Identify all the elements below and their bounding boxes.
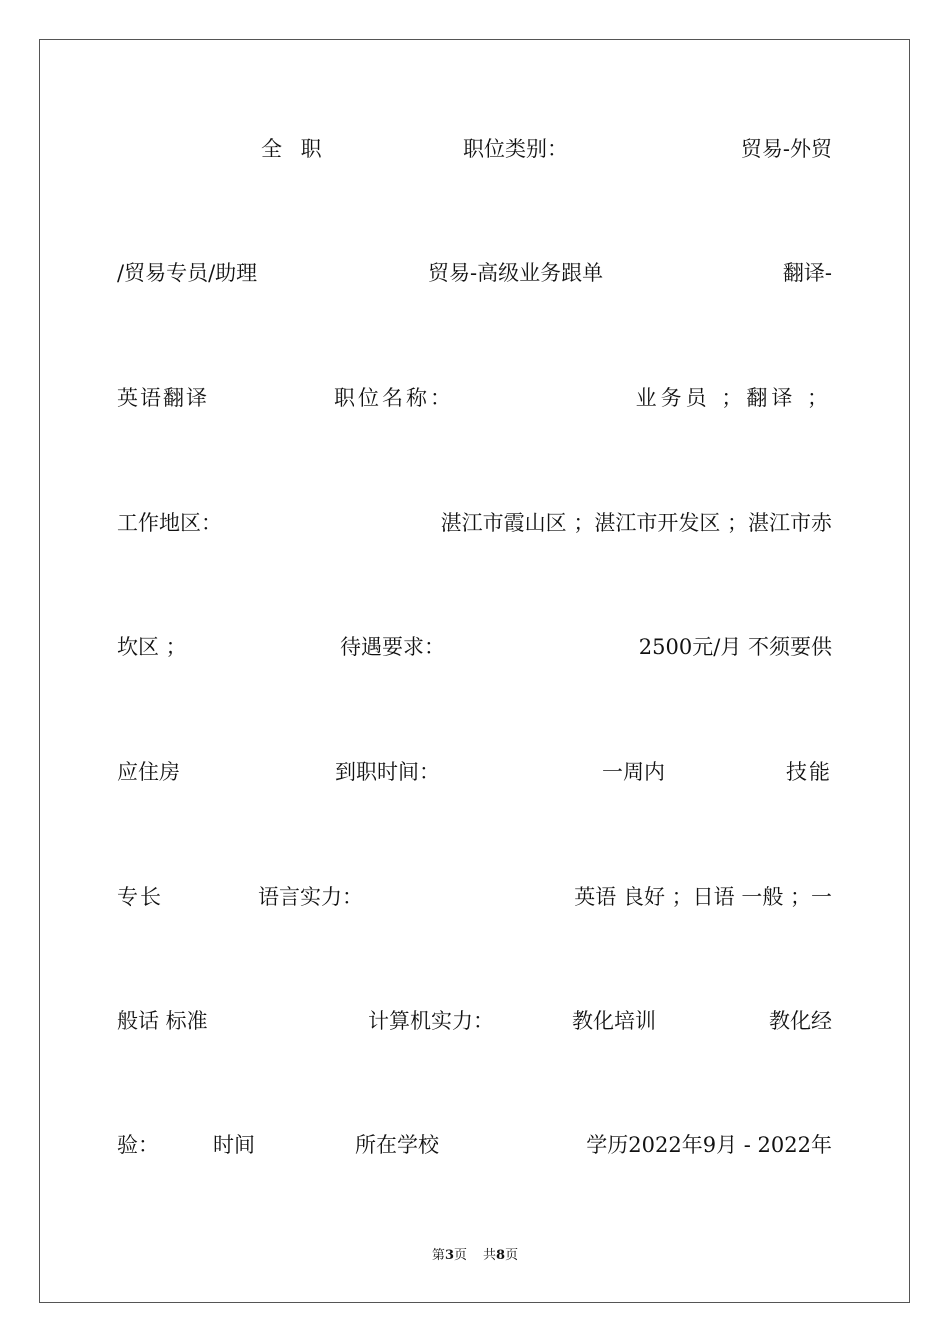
page-frame — [39, 39, 910, 1303]
total-prefix: 共 — [483, 1248, 497, 1263]
text-segment: 职位类别： — [463, 137, 568, 161]
text-segment: 英语翻译 — [117, 386, 209, 410]
text-segment: 英语 良好 ；日语 一般 ；一 — [574, 885, 832, 909]
text-segment: 翻译- — [782, 261, 832, 285]
text-line-6 — [117, 755, 832, 789]
text-line-4 — [117, 506, 832, 540]
text-segment: 职位名称： — [334, 386, 454, 410]
text-segment: 语言实力： — [258, 885, 363, 909]
text-segment: 应住房 — [117, 760, 180, 784]
text-segment: 全 职 — [261, 137, 328, 161]
text-segment: 教化培训 — [572, 1009, 656, 1033]
text-line-8 — [117, 1004, 832, 1038]
text-line-5 — [117, 630, 832, 664]
text-segment: /贸易专员/助理 — [117, 261, 258, 285]
text-segment: 待遇要求： — [340, 635, 445, 659]
text-segment: 到职时间： — [335, 760, 440, 784]
text-line-7 — [117, 880, 832, 914]
text-segment: 学历2022年9月 - 2022年 — [586, 1133, 832, 1157]
text-segment: 业务员 ；翻译 ； — [635, 386, 832, 410]
text-segment: 2500元/月 不须要供 — [638, 635, 832, 659]
text-line-9 — [117, 1128, 832, 1162]
text-segment: 贸易-外贸 — [740, 137, 832, 161]
text-segment: 所在学校 — [355, 1133, 439, 1157]
text-line-2 — [117, 256, 832, 290]
text-segment: 贸易-高级业务跟单 — [428, 261, 604, 285]
current-page-number: 3 — [444, 1248, 454, 1263]
text-line-3 — [117, 381, 832, 415]
text-line-1 — [117, 132, 832, 166]
page-footer — [0, 1247, 950, 1265]
total-suffix: 页 — [505, 1248, 519, 1263]
text-segment: 般话 标准 — [117, 1009, 208, 1033]
text-segment: 时间 — [213, 1133, 255, 1157]
page-suffix: 页 — [453, 1248, 467, 1263]
text-segment: 教化经 — [769, 1009, 832, 1033]
text-segment: 技能 — [786, 760, 832, 784]
text-segment: 验： — [117, 1133, 159, 1157]
text-segment: 湛江市霞山区 ；湛江市开发区 ；湛江市赤 — [440, 511, 832, 535]
text-segment: 工作地区： — [117, 511, 222, 535]
text-segment: 计算机实力： — [368, 1009, 494, 1033]
text-segment: 坎区 ； — [117, 635, 187, 659]
text-segment: 专长 — [117, 885, 163, 909]
total-page-count: 8 — [496, 1248, 506, 1263]
page-prefix: 第 — [431, 1248, 445, 1263]
text-segment: 一周内 — [602, 760, 665, 784]
